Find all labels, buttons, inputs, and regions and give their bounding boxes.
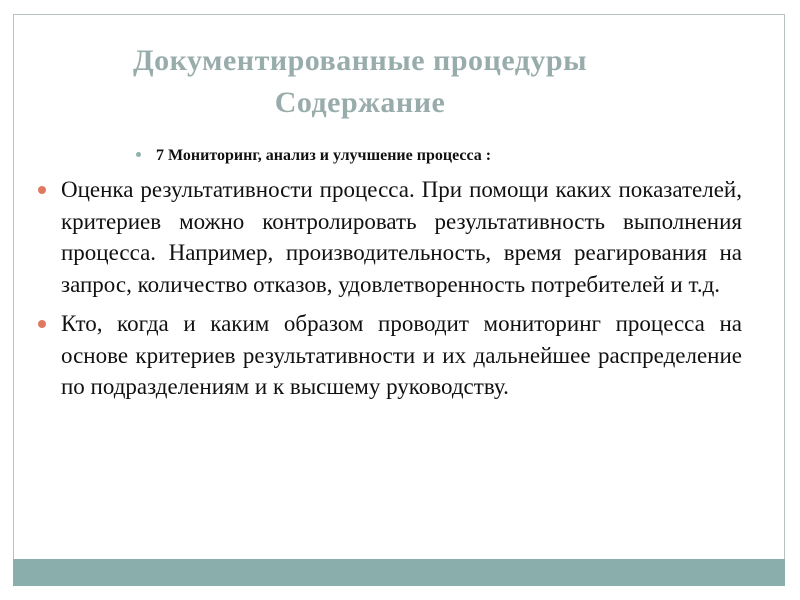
bullet-item-effectiveness xyxy=(38,174,742,300)
section-heading-bullet xyxy=(136,145,491,167)
bullet-item-monitoring xyxy=(38,308,742,403)
bullet-list xyxy=(38,174,742,411)
slide-title xyxy=(20,40,700,124)
bullet-text: Кто, когда и каким образом проводит мониторинг процесса на основе критериев результативности и их дальнейшее распределение по подразделениям и к высшему руководству. xyxy=(61,311,742,399)
title-line-sub: Содержание xyxy=(274,86,446,119)
bullet-dot-icon xyxy=(38,186,46,194)
bullet-text: Оценка результативности процесса. При помощи каких показателей, критериев можно контролировать результативность выполнения процесса. Например, производительность, время реагирования на запрос, количество отказов, удовлетворенность потребителей и т.д. xyxy=(61,177,742,297)
footer-band xyxy=(13,559,785,586)
bullet-dot-icon xyxy=(136,152,141,157)
title-line-main: Документированные процедуры xyxy=(132,44,588,77)
bullet-dot-icon xyxy=(38,320,46,328)
section-heading-text: 7 Мониторинг, анализ и улучшение процесса : xyxy=(156,147,492,164)
